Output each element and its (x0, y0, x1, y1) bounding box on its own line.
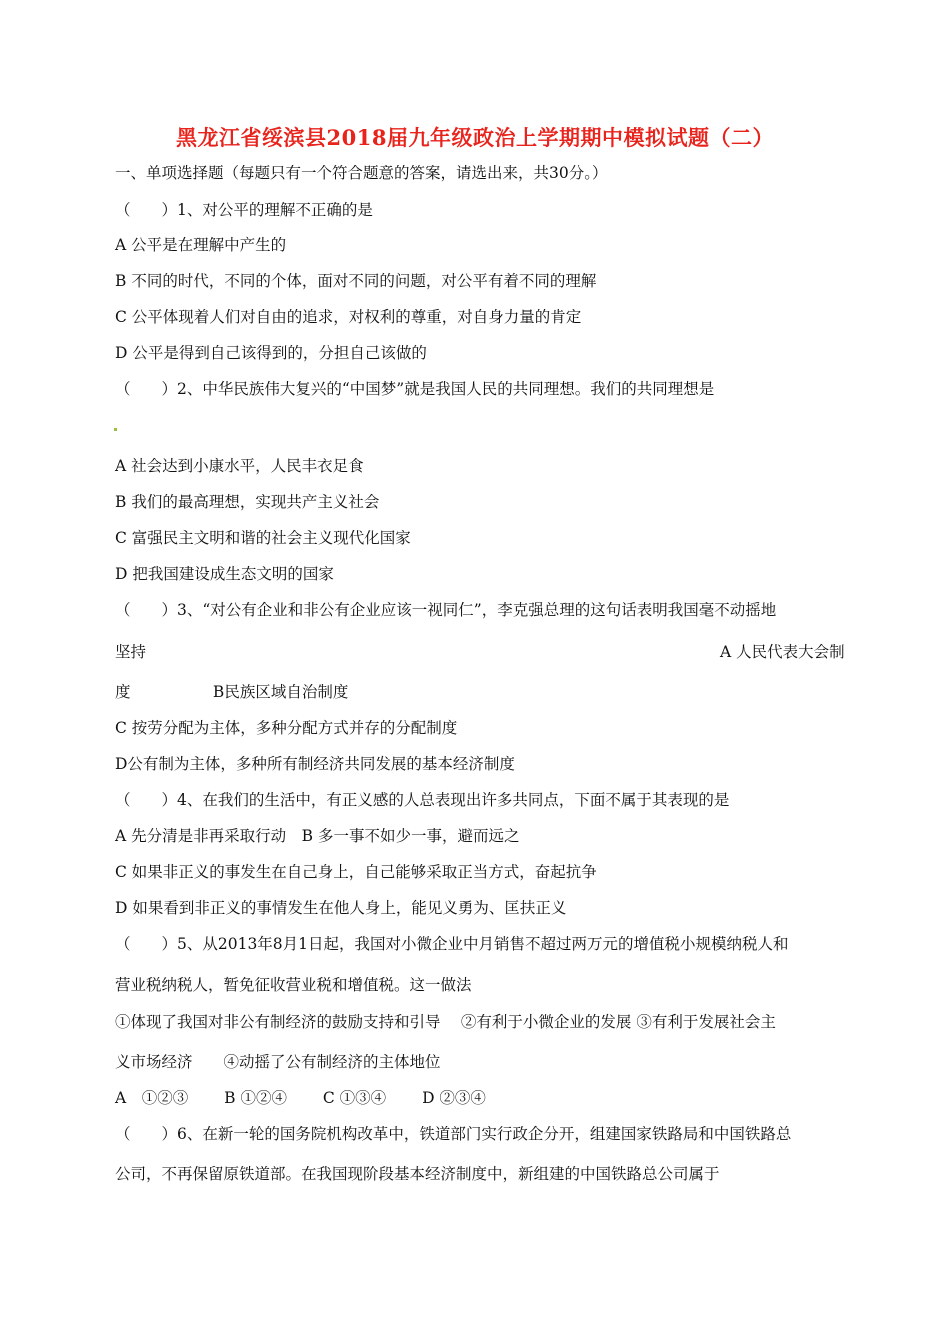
question-2-stem: （ ）2、中华民族伟大复兴的“中国梦”就是我国人民的共同理想。我们的共同理想是 (115, 380, 715, 398)
question-3-stem: （ ）3、“对公有企业和非公有企业应该一视同仁”，李克强总理的这句话表明我国毫不动摇地 (115, 601, 777, 619)
question-1-option-d: D 公平是得到自己该得到的，分担自己该做的 (115, 344, 427, 362)
question-6-stem: （ ）6、在新一轮的国务院机构改革中，铁道部门实行政企分开，组建国家铁路局和中国铁路总 (115, 1125, 792, 1143)
question-4-stem: （ ）4、在我们的生活中，有正义感的人总表现出许多共同点，下面不属于其表现的是 (115, 791, 730, 809)
question-1-option-b: B 不同的时代，不同的个体，面对不同的问题，对公平有着不同的理解 (115, 272, 597, 290)
section-heading: 一、单项选择题（每题只有一个符合题意的答案，请选出来，共30分。） (115, 164, 608, 182)
question-4-option-d: D 如果看到非正义的事情发生在他人身上，能见义勇为、匡扶正义 (115, 899, 567, 917)
question-6-stem-continued: 公司，不再保留原铁道部。在我国现阶段基本经济制度中，新组建的中国铁路总公司属于 (115, 1165, 720, 1183)
question-3-option-a: A 人民代表大会制 (720, 643, 845, 661)
question-3-option-d: D公有制为主体，多种所有制经济共同发展的基本经济制度 (115, 755, 515, 773)
question-1-option-a: A 公平是在理解中产生的 (115, 236, 287, 254)
question-3-option-c: C 按劳分配为主体，多种分配方式并存的分配制度 (115, 719, 458, 737)
question-5-statements: ①体现了我国对非公有制经济的鼓励支持和引导 ②有利于小微企业的发展 ③有利于发展社会主 (115, 1013, 776, 1031)
stray-dot (114, 428, 117, 431)
question-2-option-b: B 我们的最高理想，实现共产主义社会 (115, 493, 380, 511)
question-5-stem-continued: 营业税纳税人，暂免征收营业税和增值税。这一做法 (115, 976, 472, 994)
question-3-stem-continued: 坚持 (115, 643, 147, 661)
question-1-stem: （ ）1、对公平的理解不正确的是 (115, 201, 373, 219)
question-5-stem: （ ）5、从2013年8月1日起，我国对小微企业中月销售不超过两万元的增值税小规模纳税人和 (115, 935, 789, 953)
question-2-option-a: A 社会达到小康水平，人民丰衣足食 (115, 457, 364, 475)
question-2-option-d: D 把我国建设成生态文明的国家 (115, 565, 334, 583)
question-5-statements-continued: 义市场经济 ④动摇了公有制经济的主体地位 (115, 1053, 441, 1071)
question-1-option-c: C 公平体现着人们对自由的追求，对权利的尊重，对自身力量的肯定 (115, 308, 582, 326)
question-4-options-ab: A 先分清是非再采取行动 B 多一事不如少一事，避而远之 (115, 827, 520, 845)
question-3-option-a-b: 度 B民族区域自治制度 (115, 683, 349, 701)
question-2-option-c: C 富强民主文明和谐的社会主义现代化国家 (115, 529, 411, 547)
question-4-option-c: C 如果非正义的事发生在自己身上，自己能够采取正当方式，奋起抗争 (115, 863, 597, 881)
question-5-options: A ①②③ B ①②④ C ①③④ D ②③④ (115, 1089, 486, 1107)
document-title: 黑龙江省绥滨县2018届九年级政治上学期期中模拟试题（二） (176, 125, 774, 150)
